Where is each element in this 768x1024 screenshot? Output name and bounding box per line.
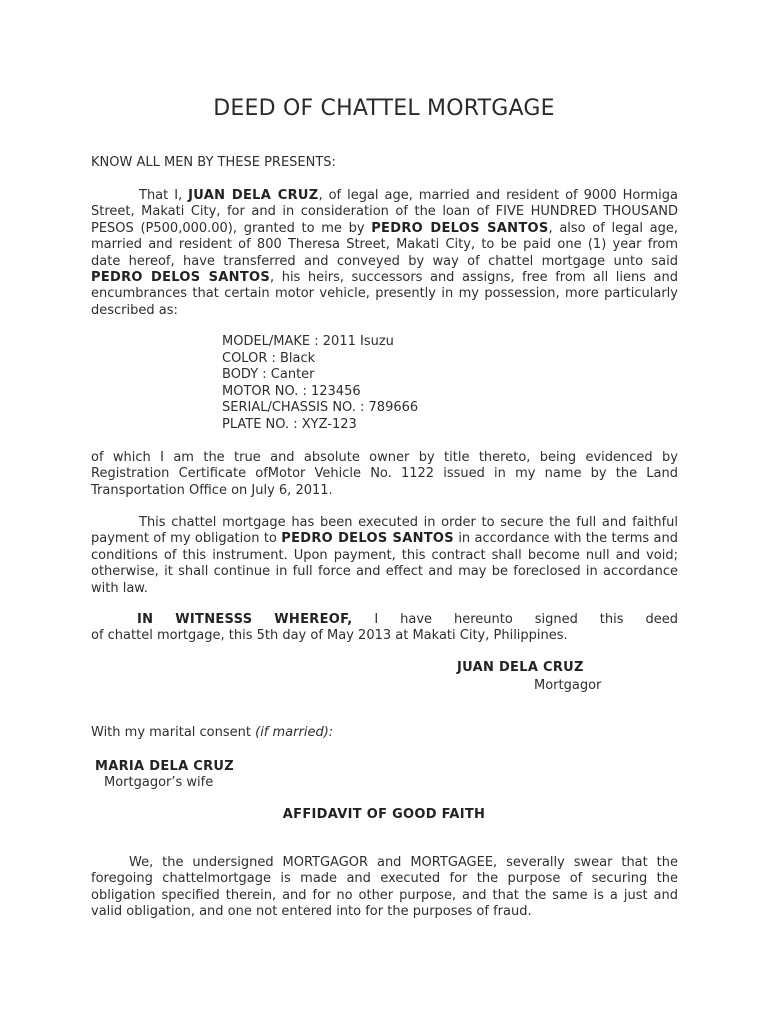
mortgagee-name-2: PEDRO DELOS SANTOS	[91, 270, 271, 286]
signatory-title: Mortgagor	[534, 678, 602, 693]
para3-text-1: This chattel mortgage has been executed in order to secure the full and faithful payment of my obligation to	[91, 515, 678, 547]
para1-text-3: , also of legal age, married and resident of 800 Theresa Street, Makati City, to be paid one (1) year from date hereof, have transferred and conveyed by way of chattel mortgage unto said	[91, 220, 678, 269]
vehicle-color: COLOR : Black	[222, 350, 316, 366]
vehicle-description	[222, 334, 418, 434]
witness-word: this	[599, 612, 624, 627]
opening-line: KNOW ALL MEN BY THESE PRESENTS:	[91, 155, 336, 170]
marital-consent	[91, 725, 333, 740]
witness-word: signed	[534, 612, 578, 627]
witness-line-1	[91, 612, 678, 628]
witness-word: WITNESSS	[175, 612, 253, 627]
para1-text-2: , of legal age, married and resident of 9000 Hormiga Street, Makati City, for and in consideration of the loan of FIVE HUNDRED THOUSAND PESOS (P500,000.00), granted to me by	[91, 188, 678, 236]
witness-word: deed	[645, 612, 678, 627]
affidavit-title: AFFIDAVIT OF GOOD FAITH	[282, 807, 486, 822]
vehicle-model: MODEL/MAKE : 2011 Isuzu	[222, 334, 394, 349]
mortgagee-name-3: PEDRO DELOS SANTOS	[281, 531, 454, 547]
witness-clause	[91, 612, 678, 645]
witness-word: IN	[137, 612, 154, 627]
vehicle-plate-no: PLATE NO. : XYZ-123	[222, 416, 357, 432]
paragraph-loan-terms	[91, 188, 678, 319]
witness-word: I	[374, 612, 379, 627]
mortgagor-name: JUAN DELA CRUZ	[188, 188, 319, 203]
para1-text-4: , his heirs, successors and assigns, free from all liens and encumbrances that certain motor vehicle, presently in my possession, more particularly described as:	[91, 270, 678, 318]
witness-word: WHEREOF,	[274, 612, 353, 627]
wife-name: MARIA DELA CRUZ	[95, 759, 235, 774]
affidavit-paragraph: We, the undersigned MORTGAGOR and MORTGAGEE, severally swear that the foregoing chattelmortgage is made and executed for the purpose of securing the obligation specified therein, and for no other purpose, and that the same is a just and valid obligation, and one not entered into for the purposes of fraud.	[91, 855, 678, 920]
consent-note: (if married):	[255, 725, 334, 740]
paragraph-ownership: of which I am the true and absolute owner by title thereto, being evidenced by Registration Certificate ofMotor Vehicle No. 1122 issued in my name by the Land Transportation Office on July 6, 2011.	[91, 450, 678, 498]
vehicle-motor-no: MOTOR NO. : 123456	[222, 383, 361, 399]
witness-word: hereunto	[453, 612, 513, 627]
signatory-name: JUAN DELA CRUZ	[457, 660, 584, 675]
witness-line-2: of chattel mortgage, this 5th day of May 2013 at Makati City, Philippines.	[91, 628, 568, 644]
para3-text-2: in accordance with the terms and conditions of this instrument. Upon payment, this contract shall become null and void; otherwise, it shall continue in full force and effect and may be foreclosed in accordance with law.	[91, 531, 678, 596]
wife-title: Mortgagor’s wife	[104, 775, 214, 790]
consent-text: With my marital consent	[91, 725, 256, 740]
vehicle-body: BODY : Canter	[222, 367, 315, 383]
witness-word: have	[400, 612, 433, 627]
vehicle-serial-no: SERIAL/CHASSIS NO. : 789666	[222, 400, 419, 416]
para1-text-1: That I,	[139, 188, 189, 203]
mortgagee-name: PEDRO DELOS SANTOS	[371, 220, 549, 236]
document-title: DEED OF CHATTEL MORTGAGE	[213, 96, 555, 121]
paragraph-purpose	[91, 515, 678, 597]
